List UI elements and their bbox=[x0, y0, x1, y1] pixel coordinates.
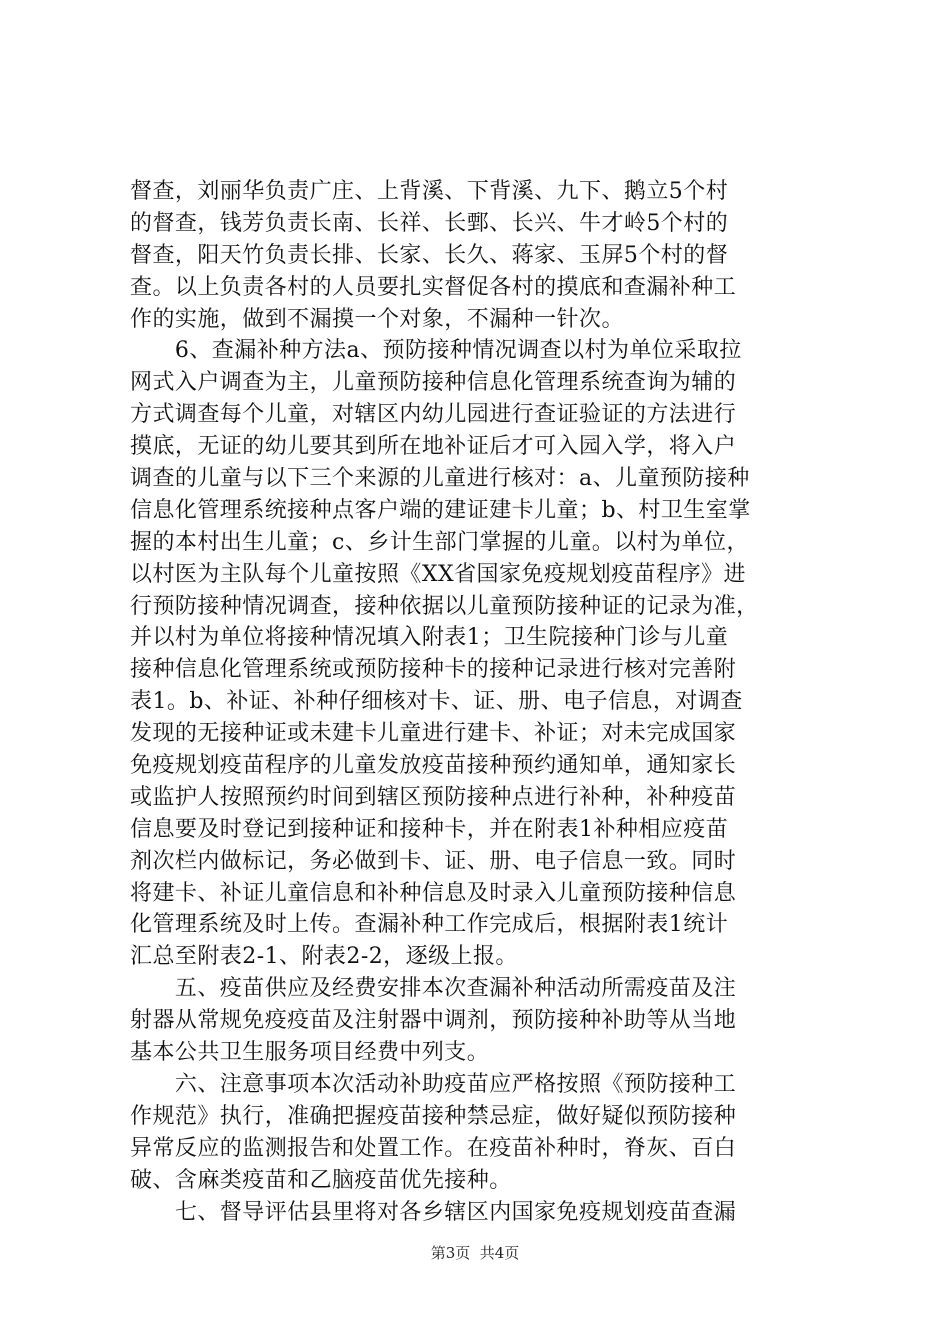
text-line: 汇总至附表2-1、附表2-2，逐级上报。 bbox=[130, 944, 518, 970]
text-line: 破、含麻类疫苗和乙脑疫苗优先接种。 bbox=[130, 1167, 512, 1193]
text-line: 网式入户调查为主，儿童预防接种信息化管理系统查询为辅的 bbox=[130, 370, 737, 396]
text-line: 或监护人按照预约时间到辖区预防接种点进行补种，补种疫苗 bbox=[130, 784, 737, 810]
text-line: 以村医为主队每个儿童按照《XX省国家免疫规划疫苗程序》进 bbox=[130, 561, 746, 587]
text-line: 信息要及时登记到接种证和接种卡，并在附表1补种相应疫苗 bbox=[130, 816, 729, 842]
text-line: 的督查，钱芳负责长南、长祥、长鄄、长兴、牛才岭5个村的 bbox=[130, 210, 729, 236]
text-line: 并以村为单位将接种情况填入附表1；卫生院接种门诊与儿童 bbox=[130, 625, 729, 651]
text-line: 六、注意事项本次活动补助疫苗应严格按照《预防接种工 bbox=[130, 1071, 737, 1097]
text-line: 发现的无接种证或未建卡儿童进行建卡、补证；对未完成国家 bbox=[130, 721, 737, 747]
text-line: 督查，刘丽华负责广庄、上背溪、下背溪、九下、鹅立5个村 bbox=[130, 179, 729, 204]
text-line: 射器从常规免疫疫苗及注射器中调剂，预防接种补助等从当地 bbox=[130, 1008, 737, 1034]
text-line: 握的本村出生儿童；c、乡计生部门掌握的儿童。以村为单位， bbox=[130, 529, 749, 555]
text-line: 查。以上负责各村的人员要扎实督促各村的摸底和查漏补种工 bbox=[130, 274, 737, 300]
text-line: 摸底，无证的幼儿要其到所在地补证后才可入园入学，将入户 bbox=[130, 434, 737, 460]
page-number-footer: 第3页 共4页 bbox=[430, 1244, 520, 1262]
text-line: 作规范》执行，准确把握疫苗接种禁忌症，做好疑似预防接种 bbox=[130, 1103, 737, 1129]
text-line: 方式调查每个儿童，对辖区内幼儿园进行查证验证的方法进行 bbox=[130, 402, 737, 428]
text-line: 免疫规划疫苗程序的儿童发放疫苗接种预约通知单，通知家长 bbox=[130, 753, 737, 779]
text-line: 表1。b、补证、补种仔细核对卡、证、册、电子信息，对调查 bbox=[130, 689, 743, 715]
text-line: 七、督导评估县里将对各乡辖区内国家免疫规划疫苗查漏 bbox=[130, 1199, 737, 1225]
text-line: 化管理系统及时上传。查漏补种工作完成后，根据附表1统计 bbox=[130, 912, 729, 938]
text-line: 作的实施，做到不漏摸一个对象，不漏种一针次。 bbox=[130, 306, 624, 332]
text-line: 信息化管理系统接种点客户端的建证建卡儿童；b、村卫生室掌 bbox=[130, 497, 751, 523]
text-line: 剂次栏内做标记，务必做到卡、证、册、电子信息一致。同时 bbox=[130, 848, 737, 874]
text-line: 6、查漏补种方法a、预防接种情况调查以村为单位采取拉 bbox=[130, 338, 742, 364]
document-body bbox=[130, 176, 835, 1228]
text-line: 异常反应的监测报告和处置工作。在疫苗补种时，脊灰、百白 bbox=[130, 1135, 737, 1161]
text-line: 接种信息化管理系统或预防接种卡的接种记录进行核对完善附 bbox=[130, 657, 737, 683]
text-line: 将建卡、补证儿童信息和补种信息及时录入儿童预防接种信息 bbox=[130, 880, 737, 906]
text-line: 五、疫苗供应及经费安排本次查漏补种活动所需疫苗及注 bbox=[130, 976, 737, 1002]
text-line: 调查的儿童与以下三个来源的儿童进行核对：a、儿童预防接种 bbox=[130, 466, 750, 492]
text-line: 督查，阳天竹负责长排、长家、长久、蒋家、玉屏5个村的督 bbox=[130, 242, 729, 268]
text-line: 行预防接种情况调查，接种依据以儿童预防接种证的记录为准， bbox=[130, 593, 759, 619]
text-line: 基本公共卫生服务项目经费中列支。 bbox=[130, 1040, 490, 1066]
